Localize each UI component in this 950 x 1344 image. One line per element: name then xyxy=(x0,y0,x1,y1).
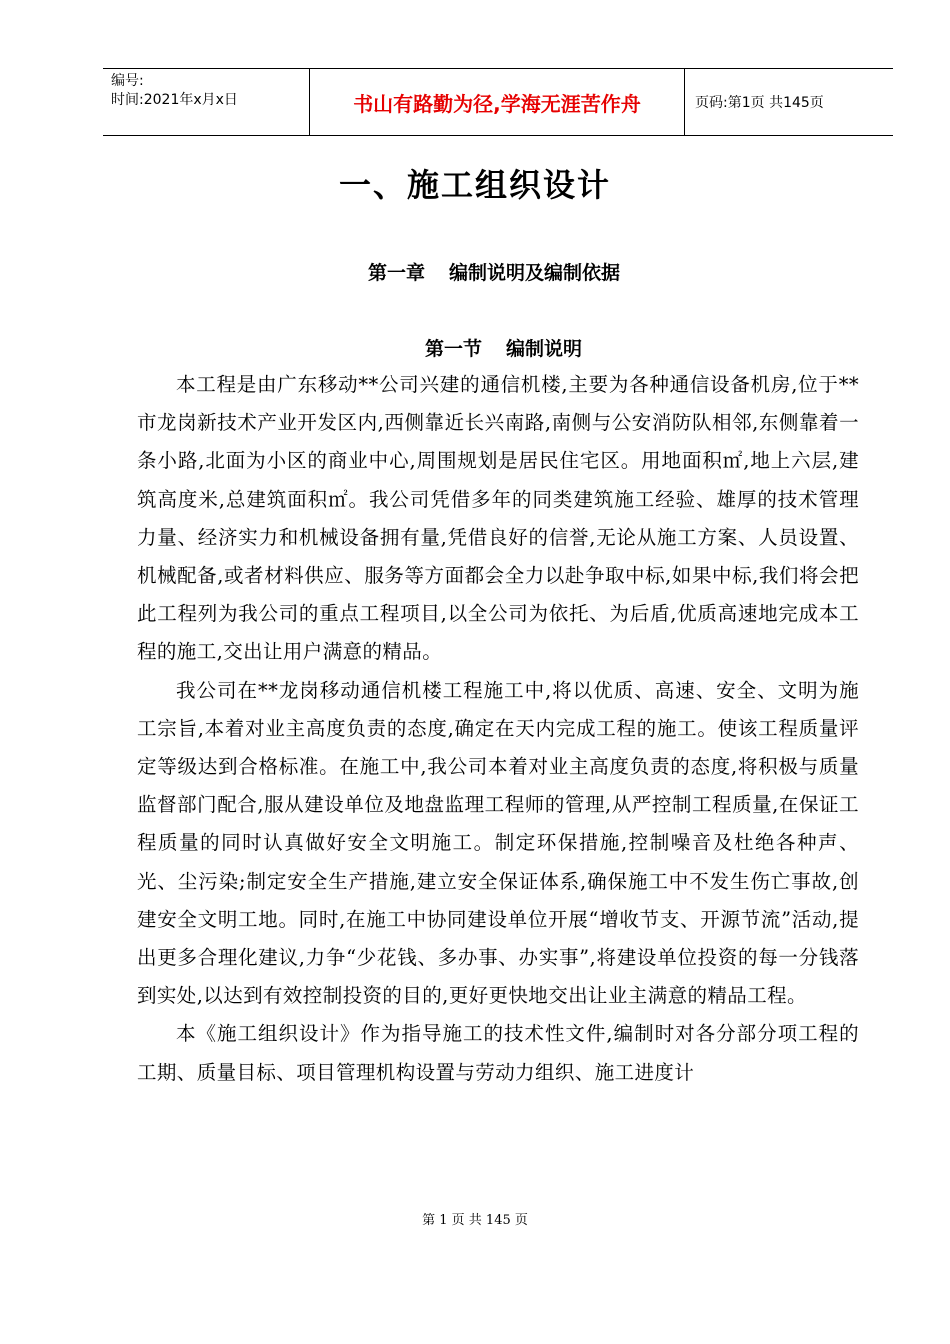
header-page-cell xyxy=(685,69,893,135)
header-page-info: 页码:第1页 共145页 xyxy=(695,95,824,111)
chapter-title: 编制说明及编制依据 xyxy=(449,262,621,284)
document-time-label: 时间:2021年x月x日 xyxy=(111,92,238,108)
header-motto: 书山有路勤为径,学海无涯苦作舟 xyxy=(353,91,641,116)
paragraph: 本工程是由广东移动**公司兴建的通信机楼,主要为各种通信设备机房,位于**市龙岗新技术产业开发区内,西侧靠近长兴南路,南侧与公安消防队相邻,东侧靠着一条小路,北面为小区的商业中心,周围规划是居民住宅区。用地面积㎡,地上六层,建筑高度米,总建筑面积㎡。我公司凭借多年的同类建筑施工经验、雄厚的技术管理力量、经济实力和机械设备拥有量,凭借良好的信誉,无论从施工方案、人员设置、机械配备,或者材料供应、服务等方面都会全力以赴争取中标,如果中标,我们将会把此工程列为我公司的重点工程项目,以全公司为依托、为后盾,优质高速地完成本工程的施工,交出让用户满意的精品。 xyxy=(137,373,859,664)
paragraph: 我公司在**龙岗移动通信机楼工程施工中,将以优质、高速、安全、文明为施工宗旨,本着对业主高度负责的态度,确定在天内完成工程的施工。使该工程质量评定等级达到合格标准。在施工中,我公司本着对业主高度负责的态度,将积极与质量监督部门配合,服从建设单位及地盘监理工程师的管理,从严控制工程质量,在保证工程质量的同时认真做好安全文明施工。制定环保措施,控制噪音及杜绝各种声、光、尘污染;制定安全生产措施,建立安全保证体系,确保施工中不发生伤亡事故,创建安全文明工地。同时,在施工中协同建设单位开展“增收节支、开源节流”活动,提出更多合理化建议,力争“少花钱、多办事、办实事”,将建设单位投资的每一分钱落到实处,以达到有效控制投资的目的,更好更快地交出让业主满意的精品工程。 xyxy=(137,678,859,1008)
header-motto-cell xyxy=(310,69,685,135)
section-heading xyxy=(425,334,582,361)
page-footer: 第 1 页 共 145 页 xyxy=(422,1213,528,1228)
paragraph: 本《施工组织设计》作为指导施工的技术性文件,编制时对各分部分项工程的工期、质量目标、项目管理机构设置与劳动力组织、施工进度计 xyxy=(137,1022,859,1084)
header-table xyxy=(103,68,893,136)
document-number-label: 编号: xyxy=(111,73,144,89)
body-text xyxy=(137,366,859,1092)
section-title: 编制说明 xyxy=(506,338,583,360)
chapter-heading xyxy=(368,258,620,285)
document-title: 一、施工组织设计 xyxy=(338,166,611,204)
chapter-number: 第一章 xyxy=(368,262,426,284)
section-number: 第一节 xyxy=(425,338,483,360)
header-meta-cell xyxy=(103,69,310,135)
